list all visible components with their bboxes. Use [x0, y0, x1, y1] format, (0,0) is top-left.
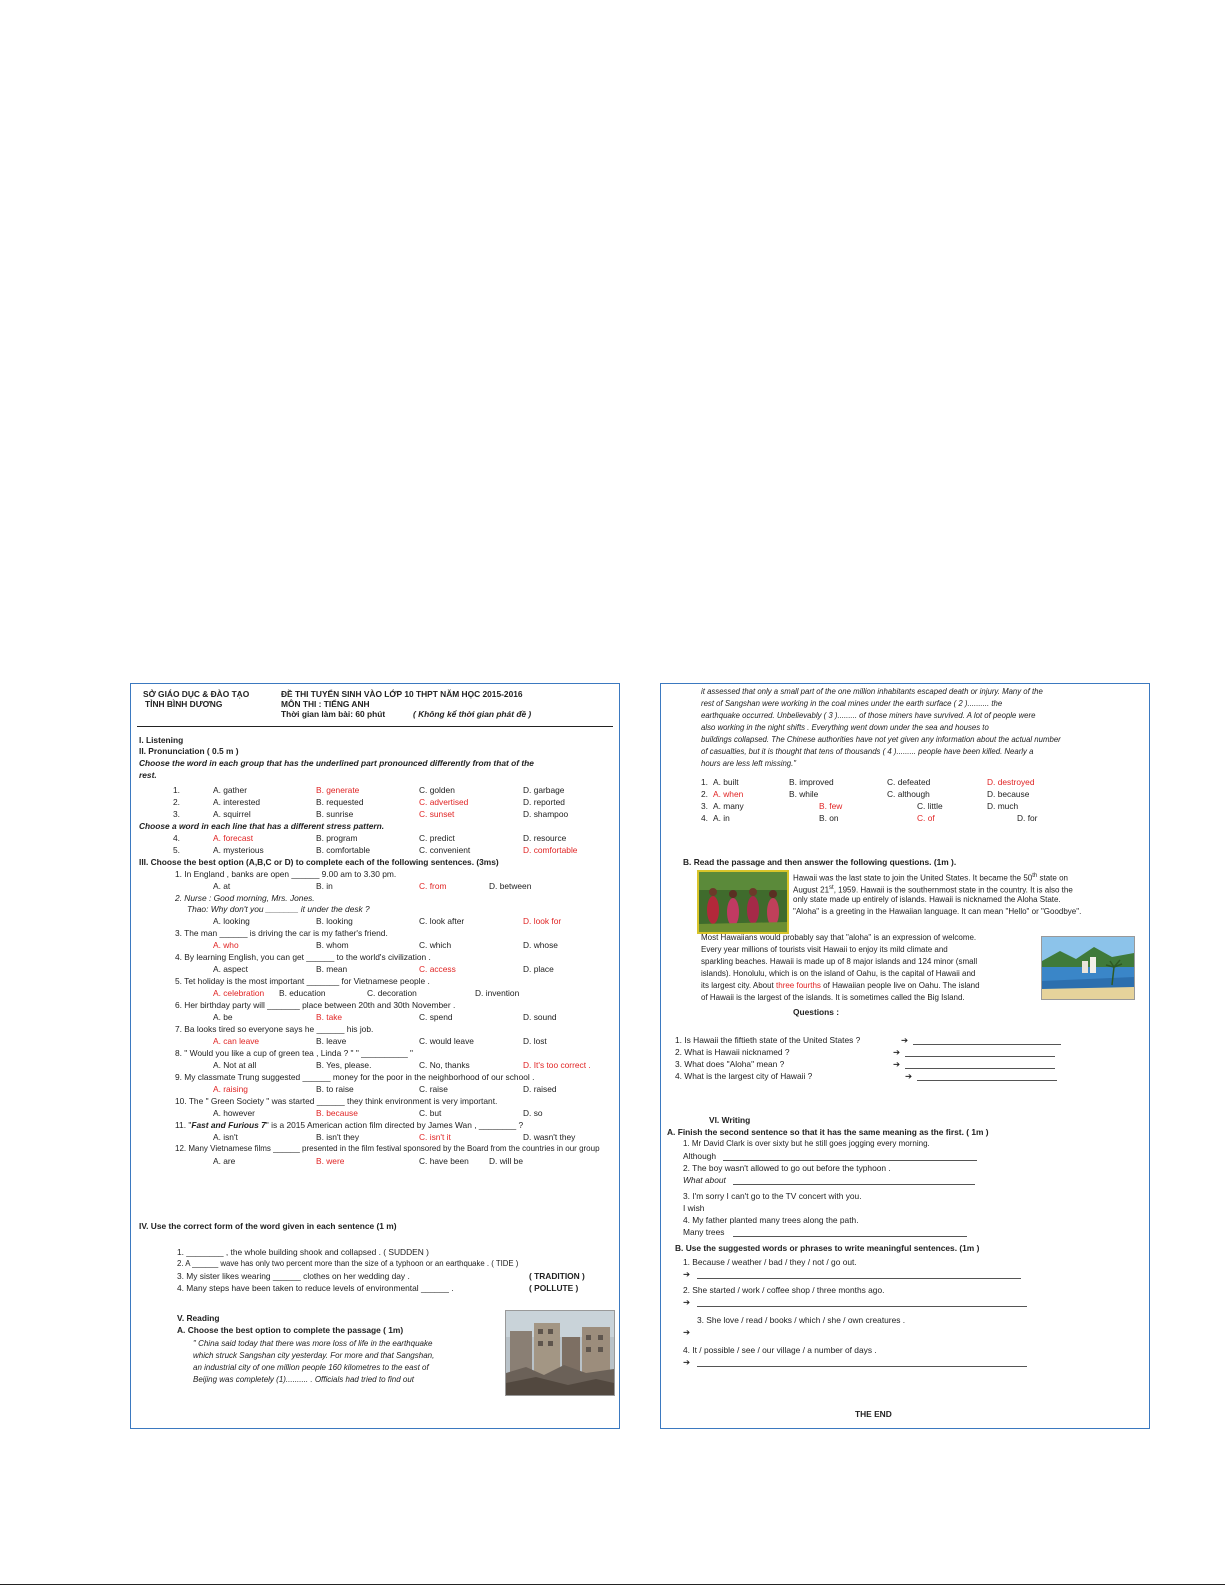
option-a: A. be [213, 1012, 233, 1022]
q-number: 1. [701, 777, 708, 787]
section-choose-best: III. Choose the best option (A,B,C or D) to complete each of the following sentences. (3ms) [139, 857, 499, 867]
answer-line [733, 1236, 967, 1237]
writing-item: 4. My father planted many trees along the path. [683, 1215, 859, 1225]
option-c: C. No, thanks [419, 1060, 470, 1070]
exam-subject: MÔN THI : TIẾNG ANH [281, 699, 370, 709]
q-number: 3. [173, 809, 180, 819]
option-d: D. garbage [523, 785, 565, 795]
writing-prompt: I wish [683, 1203, 705, 1213]
option-d: D. raised [523, 1084, 557, 1094]
questions-label: Questions : [793, 1007, 840, 1017]
option-d: D. between [489, 881, 532, 891]
writing-instruction-a: A. Finish the second sentence so that it has the same meaning as the first. ( 1m ) [667, 1127, 989, 1137]
option-b: B. improved [789, 777, 834, 787]
writing-item: 1. Mr David Clark is over sixty but he still goes jogging every morning. [683, 1139, 930, 1148]
option-b: B. generate [316, 785, 360, 795]
option-b: B. whom [316, 940, 349, 950]
option-b: B. take [316, 1012, 343, 1022]
option-d: D. sound [523, 1012, 557, 1022]
passage-line: buildings collapsed. The Chinese authorities have not yet given any information about the actual number [701, 735, 1061, 744]
option-a: A. who [213, 940, 239, 950]
passage-line: it assessed that only a small part of the one million inhabitants escaped death or injury. Many of the [701, 687, 1043, 696]
exam-page-left [130, 683, 620, 1429]
option-a: A. can leave [213, 1036, 260, 1046]
question: 4. By learning English, you can get ______ to the world's civilization . [175, 952, 431, 962]
hawaii-text: state on [1039, 873, 1068, 883]
hawaii-dancers-photo [697, 870, 789, 934]
option-d: D. comfortable [523, 845, 578, 855]
option-c: C. spend [419, 1012, 453, 1022]
hawaii-text: August 21 [793, 885, 830, 895]
question: Thao: Why don't you _______ it under the desk ? [187, 904, 370, 914]
passage-line: " China said today that there was more loss of life in the earthquake [193, 1339, 433, 1348]
section-word-form: IV. Use the correct form of the word given in each sentence (1 m) [139, 1221, 397, 1231]
option-b: B. looking [316, 916, 353, 926]
option-d: D. invention [475, 988, 520, 998]
option-a: A. built [713, 777, 739, 787]
question: 10. The " Green Society " was started ______ they think environment is very important. [175, 1096, 498, 1106]
writing-prompt: What about [683, 1175, 726, 1185]
highlighted-answer: three fourths [776, 981, 821, 990]
option-b: B. program [316, 833, 358, 843]
section-read-answer: B. Read the passage and then answer the following questions. (1m ). [683, 857, 957, 867]
hawaii-text: Hawaii was the last state to join the United States. It became the 50 [793, 873, 1033, 883]
option-a: A. interested [213, 797, 261, 807]
option-b: B. because [316, 1108, 358, 1118]
hawaii-text: , 1959. Hawaii is the southernmost state in the country. It is also the [833, 885, 1073, 895]
option-a: A. gather [213, 785, 247, 795]
answer-line [913, 1044, 1061, 1045]
hawaii-text-line: sparkling beaches. Hawaii is made up of 8 major islands and 124 minor (small [701, 957, 978, 966]
option-d: D. destroyed [987, 777, 1035, 787]
section-reading: V. Reading [177, 1313, 220, 1323]
word-cue: ( POLLUTE ) [529, 1283, 579, 1293]
hawaii-question: 4. What is the largest city of Hawaii ? [675, 1071, 813, 1081]
question: 12. Many Vietnamese films ______ presented in the film festival sponsored by the Board from the countries in our group [175, 1144, 600, 1153]
q-number: 1. [173, 785, 180, 795]
hawaii-text: of Hawaiian people live on Oahu. The island [823, 981, 980, 990]
option-a: A. mysterious [213, 845, 264, 855]
answer-line [723, 1160, 977, 1161]
option-c: C. predict [419, 833, 455, 843]
answer-line [917, 1080, 1057, 1081]
option-c: C. defeated [887, 777, 931, 787]
option-c: C. have been [419, 1156, 469, 1166]
option-a: A. however [213, 1108, 255, 1118]
option-b: B. requested [316, 797, 364, 807]
option-a: A. raising [213, 1084, 248, 1094]
passage-line: rest of Sangshan were working in the coal mines under the earth surface ( 2 ).......... the [701, 699, 1003, 708]
hawaii-beach-image [1042, 937, 1134, 999]
hawaii-text-line: "Aloha" is a greeting in the Hawaiian language. It can mean "Hello" or "Goodbye". [793, 907, 1082, 916]
arrow-icon: ➔ [893, 1047, 901, 1057]
option-c: C. look after [419, 916, 465, 926]
exam-page-right [660, 683, 1150, 1429]
writing-item: 3. I'm sorry I can't go to the TV concert with you. [683, 1191, 862, 1201]
arrow-icon: ➔ [905, 1071, 913, 1081]
option-b: B. in [316, 881, 333, 891]
hawaii-text-line: Every year millions of tourists visit Hawaii to enjoy its mild climate and [701, 945, 948, 954]
question: 4. Many steps have been taken to reduce levels of environmental ______ . [177, 1283, 454, 1293]
question [175, 1119, 523, 1131]
the-end: THE END [855, 1409, 892, 1419]
option-c: C. advertised [419, 797, 469, 807]
option-c: C. isn't it [419, 1132, 451, 1142]
option-b: B. leave [316, 1036, 347, 1046]
earthquake-photo [505, 1310, 615, 1396]
question: 9. My classmate Trung suggested ______ money for the poor in the neighborhood of our school . [175, 1072, 535, 1082]
option-d: D. will be [489, 1156, 523, 1166]
q-number: 4. [701, 813, 708, 823]
option-a: A. squirrel [213, 809, 251, 819]
option-b: B. comfortable [316, 845, 370, 855]
hawaii-question: 2. What is Hawaii nicknamed ? [675, 1047, 790, 1057]
q-number: 5. [173, 845, 180, 855]
writing-instruction-b: B. Use the suggested words or phrases to write meaningful sentences. (1m ) [675, 1243, 980, 1253]
film-title: Fast and Furious 7 [191, 1120, 266, 1130]
section-pronunciation: II. Pronunciation ( 0.5 m ) [139, 746, 239, 756]
option-d: D. so [523, 1108, 543, 1118]
option-b: B. isn't they [316, 1132, 360, 1142]
answer-line [697, 1366, 1027, 1367]
option-b: B. were [316, 1156, 345, 1166]
option-c: C. decoration [367, 988, 417, 998]
option-c: C. which [419, 940, 452, 950]
option-c: C. golden [419, 785, 455, 795]
question: 2. A ______ wave has only two percent more than the size of a typhoon or an earthquake . ( TIDE ) [177, 1259, 519, 1268]
exam-time-note: ( Không kể thời gian phát đề ) [413, 709, 532, 719]
q-number: 4. [173, 833, 180, 843]
option-b: B. education [279, 988, 326, 998]
option-a: A. when [713, 789, 744, 799]
pron-instruction: Choose the word in each group that has the underlined part pronounced differently from that of the [139, 758, 534, 768]
option-d: D. look for [523, 916, 562, 926]
option-b: B. sunrise [316, 809, 354, 819]
passage-line: also working in the night shifts . Everything went down under the sea and houses to [701, 723, 989, 732]
section-listening: I. Listening [139, 735, 184, 745]
exam-title: ĐỀ THI TUYỂN SINH VÀO LỚP 10 THPT NĂM HỌC 2015-2016 [281, 689, 523, 699]
arrow-icon: ➔ [683, 1327, 691, 1337]
option-b: B. to raise [316, 1084, 354, 1094]
option-a: A. Not at all [213, 1060, 257, 1070]
question: 3. My sister likes wearing ______ clothes on her wedding day . [177, 1271, 410, 1281]
option-d: D. reported [523, 797, 565, 807]
hawaii-text-line: Most Hawaiians would probably say that "aloha" is an expression of welcome. [701, 933, 977, 942]
stress-instruction: Choose a word in each line that has a different stress pattern. [139, 821, 385, 831]
option-a: A. looking [213, 916, 250, 926]
option-c: C. convenient [419, 845, 471, 855]
answer-line [905, 1068, 1055, 1069]
earthquake-image [506, 1311, 614, 1395]
option-d: D. resource [523, 833, 567, 843]
option-a: A. many [713, 801, 744, 811]
question: 7. Ba looks tired so everyone says he ______ his job. [175, 1024, 374, 1034]
option-c: C. but [419, 1108, 442, 1118]
passage-line: earthquake occurred. Unbelievably ( 3 )......... of those miners have survived. A lot of people were [701, 711, 1036, 720]
question: 1. In England , banks are open ______ 9.00 am to 3.30 pm. [175, 869, 397, 879]
passage-line: of casualties, but it is thought that tens of thousands ( 4 )......... people have been killed. Nearly a [701, 747, 1034, 756]
option-c: C. from [419, 881, 447, 891]
word-cue: ( TRADITION ) [529, 1271, 585, 1281]
hawaii-question: 1. Is Hawaii the fiftieth state of the United States ? [675, 1035, 861, 1045]
option-a: A. aspect [213, 964, 248, 974]
option-c: C. access [419, 964, 456, 974]
option-b: B. while [789, 789, 819, 799]
option-d: D. whose [523, 940, 558, 950]
question-text: 11. " [175, 1120, 192, 1130]
dept-line-2: TỈNH BÌNH DƯƠNG [145, 699, 223, 709]
writing-prompt: Many trees [683, 1227, 725, 1237]
option-b: B. few [819, 801, 843, 811]
hawaii-text: its largest city. About [701, 981, 774, 990]
option-c: C. sunset [419, 809, 455, 819]
passage-line: which struck Sangshan city yesterday. For more and that Sangshan, [193, 1351, 435, 1360]
answer-line [905, 1056, 1055, 1057]
option-a: A. isn't [213, 1132, 238, 1142]
question: 8. " Would you like a cup of green tea , Linda ? " " __________ " [175, 1048, 414, 1058]
option-b: B. on [819, 813, 839, 823]
option-d: D. wasn't they [523, 1132, 576, 1142]
q-number: 2. [701, 789, 708, 799]
option-d: D. place [523, 964, 554, 974]
writing-item: 3. She love / read / books / which / she / own creatures . [697, 1315, 906, 1325]
option-c: C. although [887, 789, 930, 799]
passage-line: an industrial city of one million people 160 kilometres to the east of [193, 1363, 429, 1372]
answer-line [733, 1184, 975, 1185]
arrow-icon: ➔ [901, 1035, 909, 1045]
hawaii-dancers-image [699, 872, 787, 932]
option-d: D. for [1017, 813, 1038, 823]
question: 2. Nurse : Good morning, Mrs. Jones. [175, 893, 315, 903]
question: 6. Her birthday party will _______ place between 20th and 30th November . [175, 1000, 456, 1010]
option-d: D. shampoo [523, 809, 569, 819]
passage-line: Beijing was completely (1).......... . Officials had tried to find out [193, 1375, 414, 1384]
option-a: A. in [713, 813, 730, 823]
hawaii-text-line: only state made up entirely of islands. Hawaii is nicknamed the Aloha State. [793, 895, 1061, 904]
option-a: A. at [213, 881, 231, 891]
superscript: st [829, 885, 834, 891]
option-b: B. mean [316, 964, 348, 974]
header-rule [137, 726, 613, 727]
hawaii-text-line [701, 980, 980, 992]
exam-time: Thời gian làm bài: 60 phút [281, 709, 386, 719]
option-d: D. It's too correct . [523, 1060, 591, 1070]
writing-item: 2. The boy wasn't allowed to go out before the typhoon . [683, 1163, 891, 1173]
option-c: C. would leave [419, 1036, 474, 1046]
answer-line [697, 1278, 1021, 1279]
writing-item: 1. Because / weather / bad / they / not / go out. [683, 1257, 857, 1267]
question: 3. The man ______ is driving the car is my father's friend. [175, 928, 388, 938]
q-number: 3. [701, 801, 708, 811]
hawaii-text-line: islands). Honolulu, which is on the island of Oahu, is the capital of Hawaii and [701, 969, 976, 978]
arrow-icon: ➔ [683, 1269, 691, 1279]
arrow-icon: ➔ [683, 1357, 691, 1367]
option-a: A. are [213, 1156, 236, 1166]
superscript: th [1032, 873, 1038, 879]
option-d: D. lost [523, 1036, 547, 1046]
q-number: 2. [173, 797, 180, 807]
option-d: D. much [987, 801, 1019, 811]
section-writing: VI. Writing [709, 1115, 751, 1125]
writing-prompt: Although [683, 1151, 717, 1161]
option-c: C. raise [419, 1084, 448, 1094]
option-c: C. of [917, 813, 935, 823]
arrow-icon: ➔ [893, 1059, 901, 1069]
option-d: D. because [987, 789, 1030, 799]
writing-item: 4. It / possible / see / our village / a number of days . [683, 1345, 877, 1355]
question: 1. ________ , the whole building shook and collapsed . ( SUDDEN ) [177, 1247, 429, 1257]
arrow-icon: ➔ [683, 1297, 691, 1307]
pron-instruction-cont: rest. [139, 770, 157, 780]
option-a: A. forecast [213, 833, 254, 843]
question-text: " is a 2015 American action film directed by James Wan , ________ ? [265, 1120, 524, 1130]
option-b: B. Yes, please. [316, 1060, 372, 1070]
question: 5. Tet holiday is the most important _______ for Vietnamese people . [175, 976, 430, 986]
hawaii-text-line: of Hawaii is the largest of the islands. It is sometimes called the Big Island. [701, 993, 965, 1002]
answer-line [697, 1306, 1027, 1307]
passage-line: hours are less left missing." [701, 759, 797, 768]
option-a: A. celebration [213, 988, 265, 998]
reading-instruction: A. Choose the best option to complete the passage ( 1m) [177, 1325, 404, 1335]
writing-item: 2. She started / work / coffee shop / three months ago. [683, 1285, 885, 1295]
hawaii-beach-photo [1041, 936, 1135, 1000]
option-c: C. little [917, 801, 943, 811]
dept-line-1: SỞ GIÁO DỤC & ĐÀO TẠO [143, 689, 250, 699]
hawaii-question: 3. What does "Aloha" mean ? [675, 1059, 785, 1069]
